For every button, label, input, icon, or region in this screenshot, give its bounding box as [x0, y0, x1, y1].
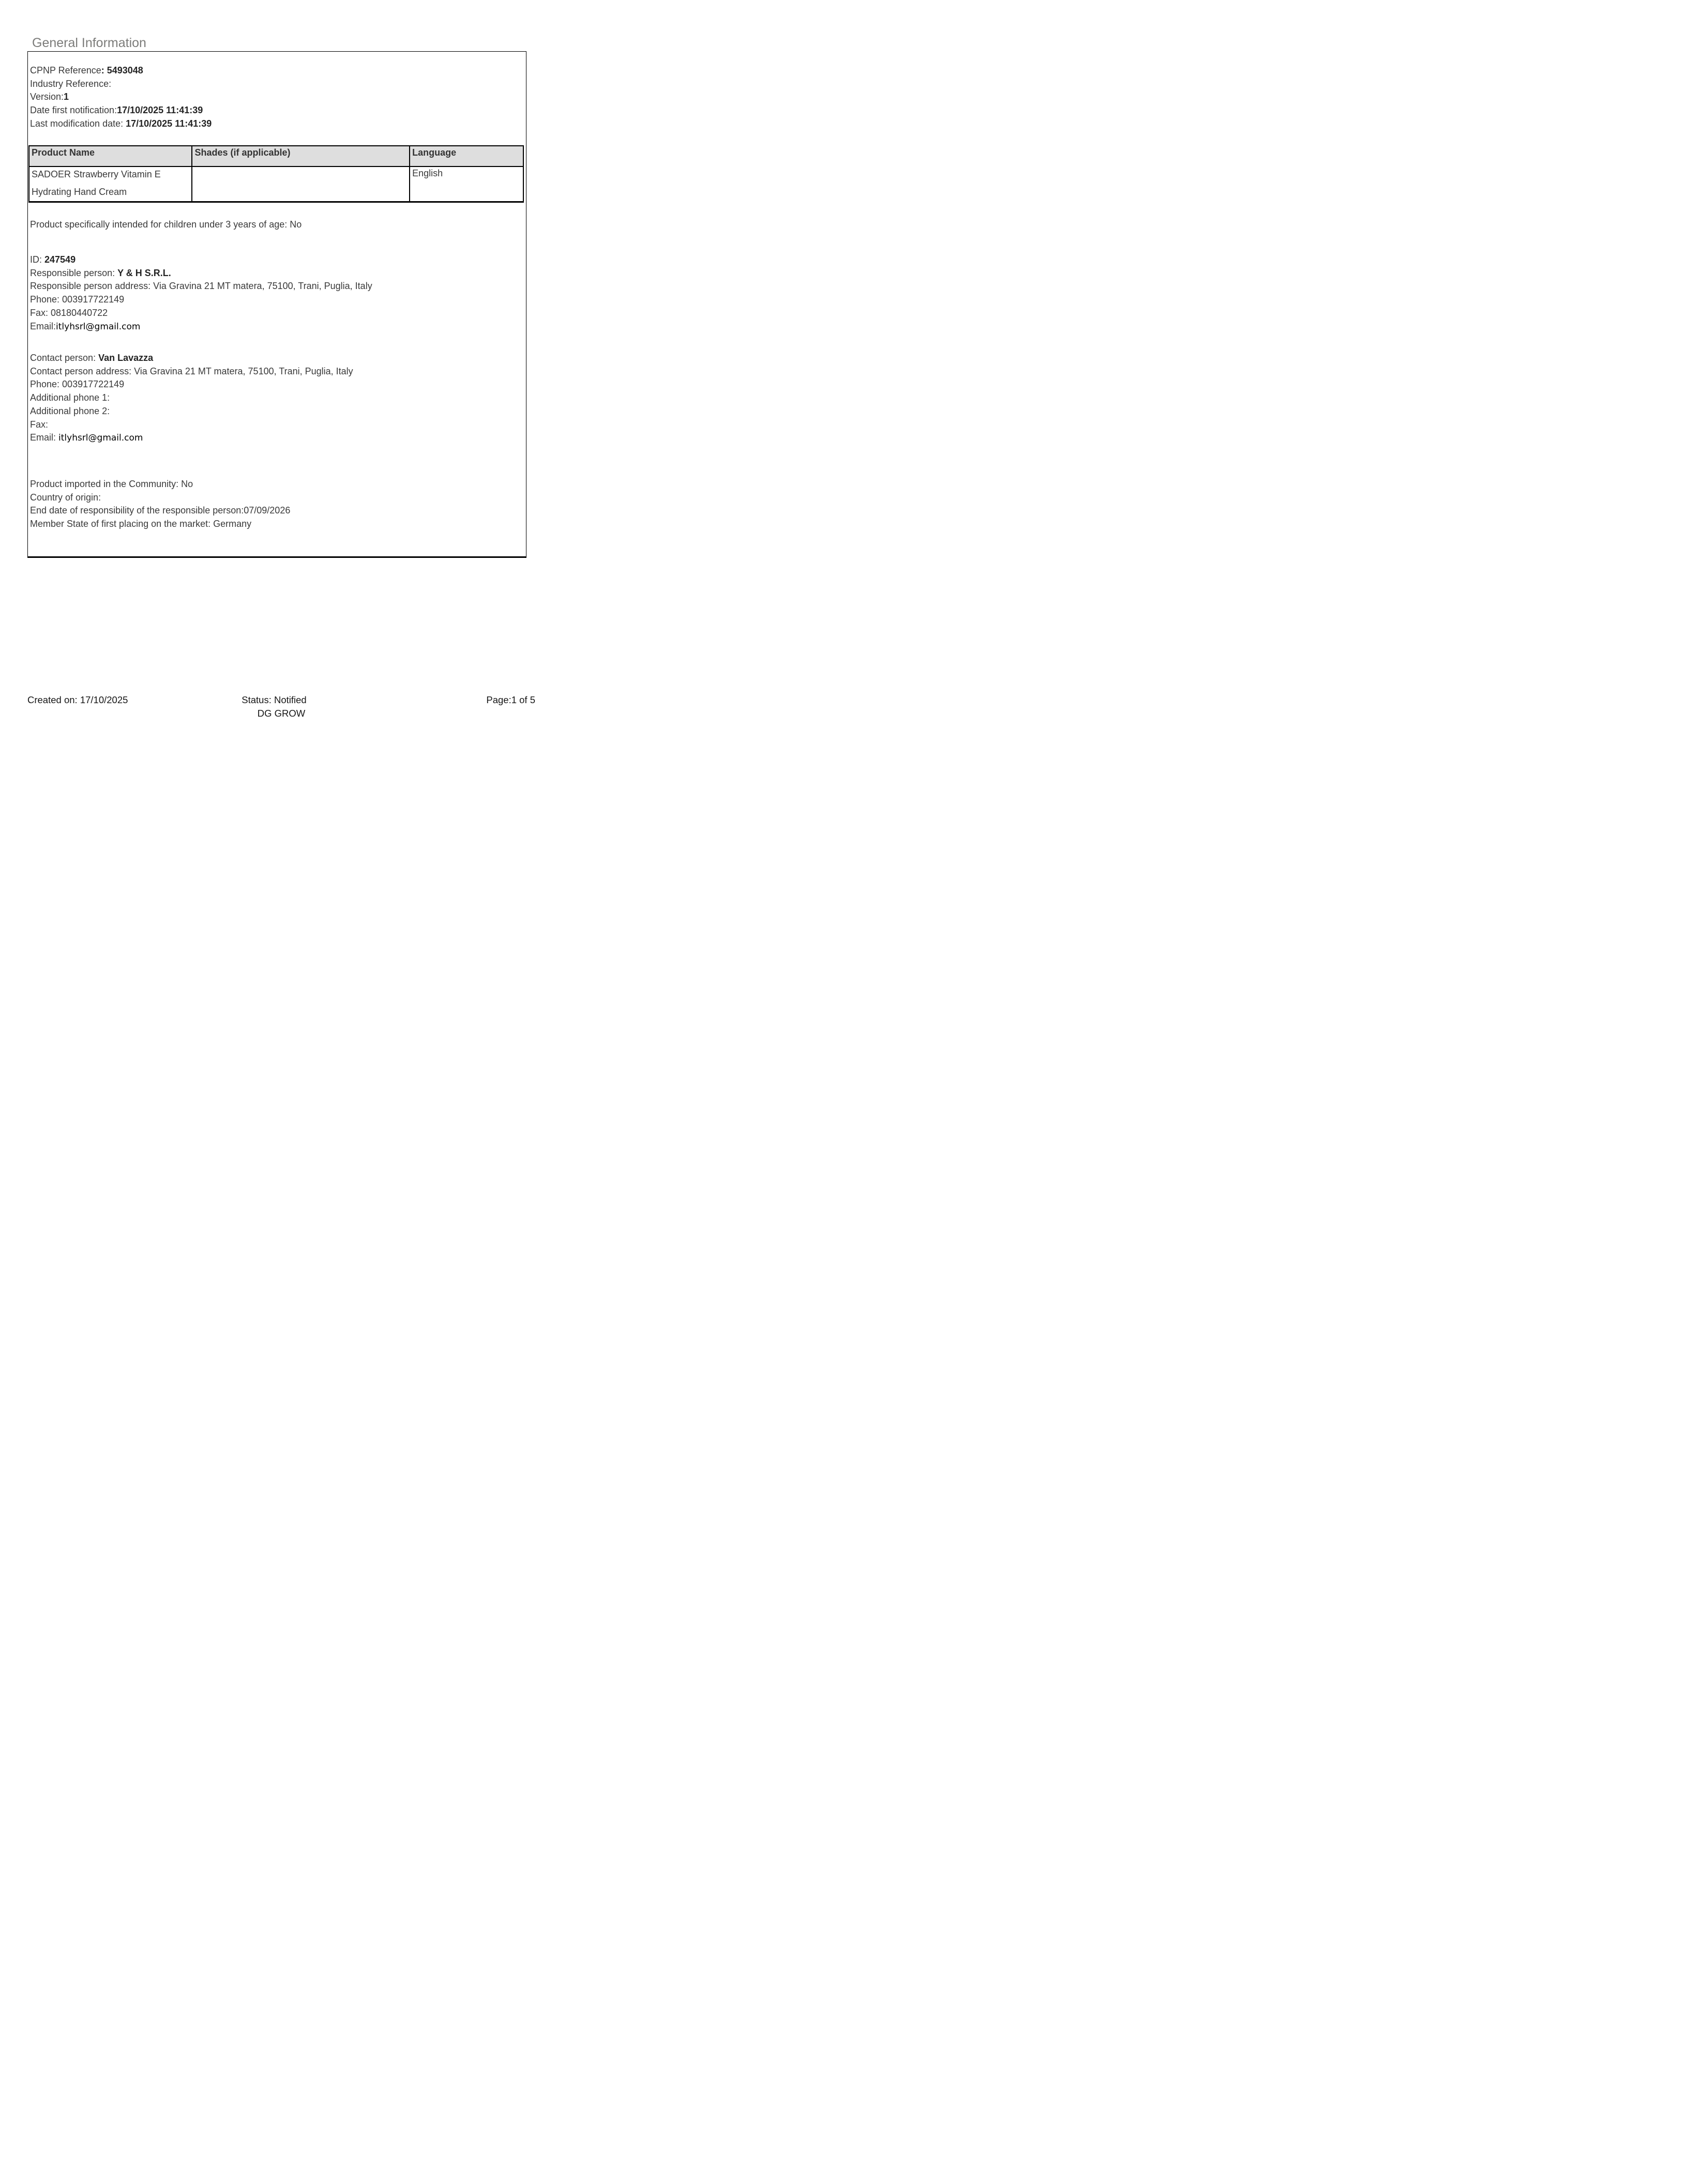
text-line: Member State of first placing on the market: Germany — [30, 519, 252, 529]
column-header-shades: Shades (if applicable) — [192, 146, 410, 166]
text-line: Email:itlyhsrl@gmail.com — [30, 321, 141, 332]
text-line: Country of origin: — [30, 492, 101, 503]
text-line: Responsible person address: Via Gravina 21 MT matera, 75100, Trani, Puglia, Italy — [30, 281, 372, 292]
text-line: CPNP Reference: 5493048 — [30, 65, 143, 75]
text-line: Product imported in the Community: No — [30, 479, 193, 489]
text-line: Phone: 003917722149 — [30, 379, 125, 390]
text-line: Additional phone 1: — [30, 392, 110, 403]
text-line: Last modification date: 17/10/2025 11:41:39 — [30, 118, 212, 129]
footer-page-number: Page:1 of 5 — [486, 694, 535, 705]
text-line: End date of responsibility of the responsible person:07/09/2026 — [30, 505, 291, 516]
text-line: Contact person: Van Lavazza — [30, 353, 154, 363]
document-page — [0, 0, 563, 728]
product-name-line: SADOER Strawberry Vitamin E — [32, 169, 161, 179]
text-line: Email: itlyhsrl@gmail.com — [30, 432, 143, 444]
text-line: Version:1 — [30, 92, 69, 102]
text-line: Date first notification:17/10/2025 11:41:39 — [30, 105, 203, 116]
footer-created-on: Created on: 17/10/2025 — [27, 694, 128, 705]
text-line: Fax: — [30, 419, 49, 430]
column-header-language: Language — [410, 146, 523, 166]
children-intended-line — [30, 218, 523, 232]
product-name-line: Hydrating Hand Cream — [32, 187, 127, 198]
product-name-cell — [29, 166, 192, 202]
product-table-header-row — [29, 146, 523, 166]
product-table-row — [29, 166, 523, 202]
text-line: Additional phone 2: — [30, 405, 110, 416]
text-line: ID: 247549 — [30, 254, 76, 265]
column-header-product-name: Product Name — [29, 146, 192, 166]
text-line: Responsible person: Y & H S.R.L. — [30, 267, 171, 278]
shades-cell — [192, 166, 410, 202]
text-line: Contact person address: Via Gravina 21 MT matera, 75100, Trani, Puglia, Italy — [30, 366, 353, 376]
footer-status: Status: Notified — [242, 694, 307, 705]
section-title: General Information — [32, 36, 146, 50]
general-information-box — [27, 51, 526, 558]
text-line: Fax: 08180440722 — [30, 307, 108, 318]
page-footer — [27, 693, 535, 707]
contact-person-block — [30, 352, 523, 445]
text-line: Phone: 003917722149 — [30, 294, 125, 305]
market-info-block — [30, 478, 523, 531]
responsible-person-block — [30, 253, 523, 333]
text-line: Industry Reference: — [30, 78, 112, 89]
product-table — [28, 145, 524, 203]
reference-block — [30, 64, 523, 131]
language-cell: English — [410, 166, 523, 202]
footer-department: DG GROW — [257, 708, 306, 719]
text-line: Product specifically intended for children under 3 years of age: No — [30, 219, 302, 230]
